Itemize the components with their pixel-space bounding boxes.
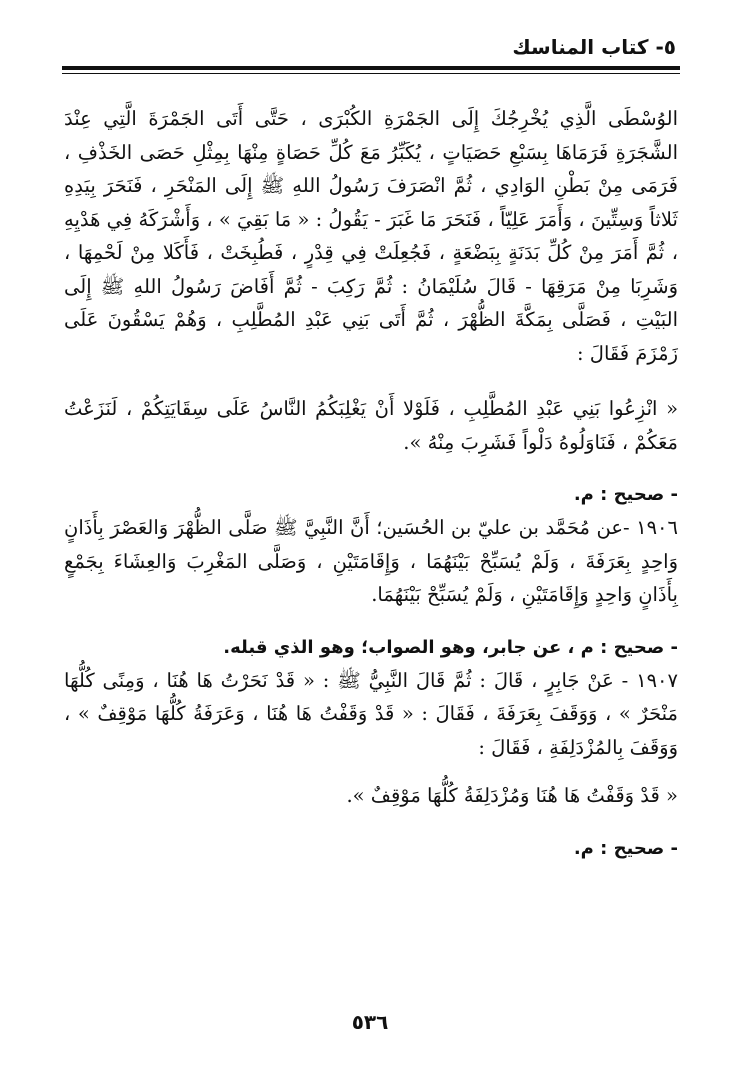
paragraph-hadith-1907: ١٩٠٧ - عَنْ جَابِرٍ ، قَالَ : ثُمَّ قَالَ النَّبِيُّ ﷺ : « قَدْ نَحَرْتُ هَا هُنَا ، وَمِنًى كُلُّهَا مَنْحَرٌ » ، وَوَقَفَ بِعَرَفَةَ ، فَقَالَ : « قَدْ وَقَفْتُ هَا هُنَا ، وَعَرَفَةُ كُلُّهَا مَوْقِفٌ » ، وَوَقَفَ بِالمُزْدَلِفَةِ ، فَقَالَ : xyxy=(64,668,678,759)
paragraph-hadith-continuation: الوُسْطَى الَّذِي يُخْرِجُكَ إِلَى الجَمْرَةِ الكُبْرَى ، حَتَّى أَتَى الجَمْرَةَ الَّتِي عِنْدَ الشَّجَرَةِ فَرَمَاهَا بِسَبْعِ حَصَيَاتٍ ، يُكَبِّرُ مَعَ كُلِّ حَصَاةٍ مِنْهَا بِمِثْلِ حَصَى الخَذْفِ ، فَرَمَى مِنْ بَطْنِ الوَادِي ، ثُمَّ انْصَرَفَ رَسُولُ اللهِ ﷺ إِلَى المَنْحَرِ ، فَنَحَرَ بِيَدِهِ ثَلاثاً وَسِتِّينَ ، وَأَمَرَ عَلِيّاً ، فَنَحَرَ مَا غَبَرَ - يَقُولُ : « مَا بَقِيَ » ، وَأَشْرَكَهُ فِي هَدْيِهِ ، ثُمَّ أَمَرَ مِنْ كُلِّ بَدَنَةٍ بِبَضْعَةٍ ، فَجُعِلَتْ فِي قِدْرٍ ، فَطُبِخَتْ ، فَأَكَلا مِنْ لَحْمِهَا ، وَشَرِبَا مِنْ مَرَقِهَا - قَالَ سُلَيْمَانُ : ثُمَّ رَكِبَ - ثُمَّ أَفَاضَ رَسُولُ اللهِ ﷺ إِلَى البَيْتِ ، فَصَلَّى بِمَكَّةَ الظُّهْرَ ، ثُمَّ أَتَى بَنِي عَبْدِ المُطَّلِبِ ، وَهُمْ يَسْقُونَ عَلَى زَمْزَمَ فَقَالَ : xyxy=(64,107,678,365)
header-rule-thick xyxy=(62,66,680,70)
header-rule-thin xyxy=(62,73,680,74)
grade-note-1: - صحيح : م. xyxy=(573,484,678,505)
paragraph-hadith-1906: ١٩٠٦ -عن مُحَمَّد بن عليّ بن الحُسَين؛ أَنَّ النَّبِيَّ ﷺ صَلَّى الظُّهْرَ وَالعَصْرَ بِأَذَانٍ وَاحِدٍ بِعَرَفَةَ ، وَلَمْ يُسَبِّحْ بَيْنَهُمَا ، وَإِقَامَتَيْنِ ، وَصَلَّى المَغْرِبَ وَالعِشَاءَ بِجَمْعٍ بِأَذَانٍ وَاحِدٍ وَإِقَامَتَيْنِ ، وَلَمْ يُسَبِّحْ بَيْنَهُمَا. xyxy=(64,516,678,606)
page-number: ٥٣٦ xyxy=(351,1010,389,1034)
running-head: ٥- كتاب المناسك xyxy=(512,35,676,59)
paragraph-quote-muzdalifah: « قَدْ وَقَفْتُ هَا هُنَا وَمُزْدَلِفَةُ كُلُّهَا مَوْقِفٌ ». xyxy=(346,784,678,807)
grade-note-3: - صحيح : م. xyxy=(573,837,678,859)
grade-note-2: - صحيح : م ، عن جابر، وهو الصواب؛ وهو الذي قبله. xyxy=(223,636,678,658)
page-body xyxy=(64,102,678,865)
paragraph-quote-zamzam: « انْزِعُوا بَنِي عَبْدِ المُطَّلِبِ ، فَلَوْلا أَنْ يَغْلِبَكُمُ النَّاسُ عَلَى سِقَايَتِكُمْ ، لَنَزَعْتُ مَعَكُمْ ، فَنَاوَلُوهُ دَلْواً فَشَرِبَ مِنْهُ ». xyxy=(64,397,678,454)
